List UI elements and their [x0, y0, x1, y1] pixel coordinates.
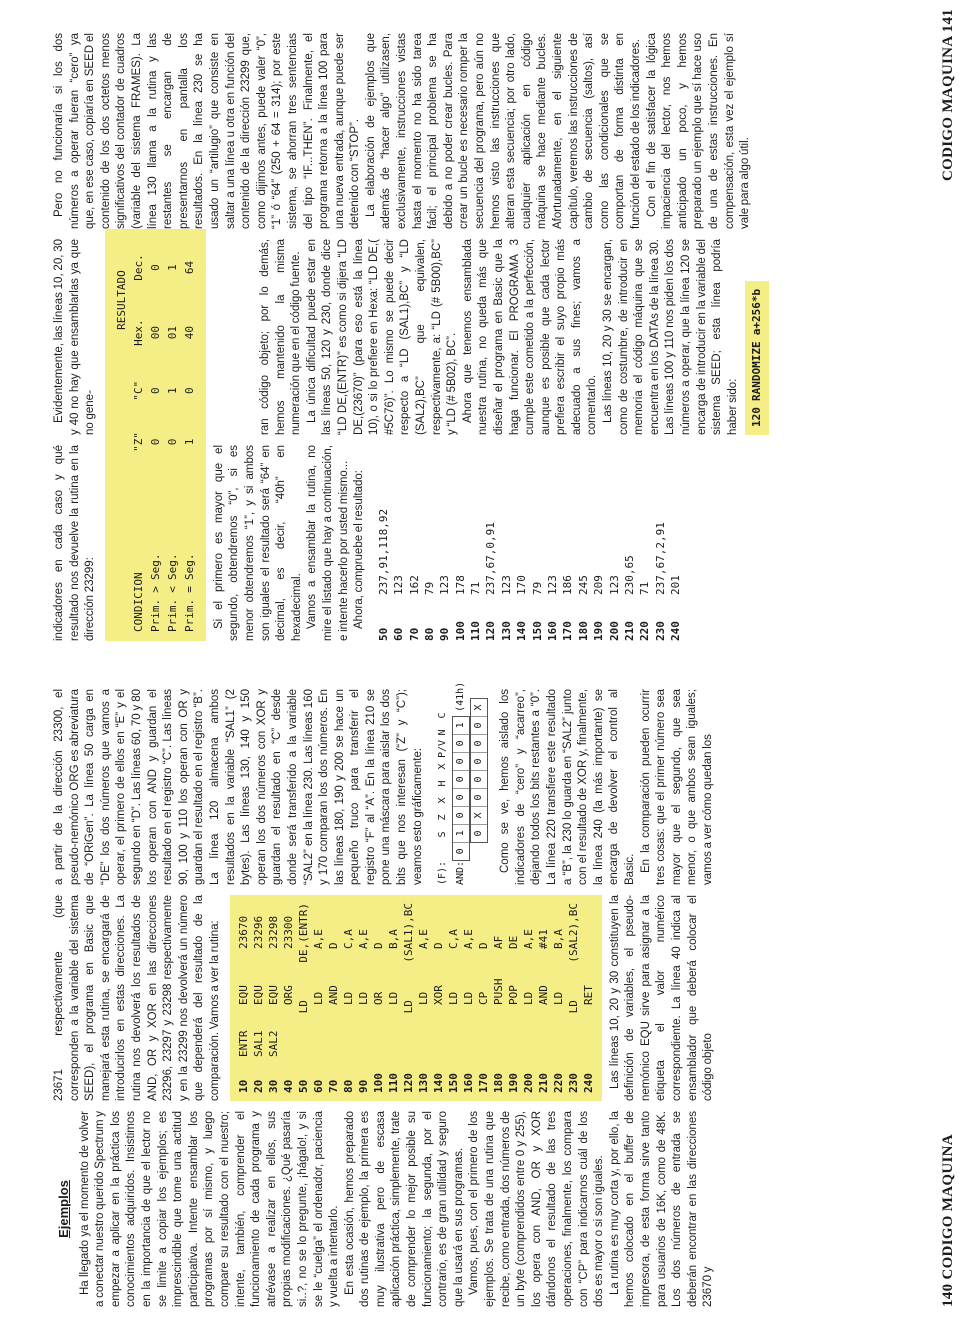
- listing-op: CP: [476, 991, 490, 1005]
- listing-arg: DE,(ENTR): [296, 903, 310, 963]
- bit-cell: 0: [453, 752, 469, 770]
- listing-line: [341, 903, 356, 1093]
- listing-line: [326, 903, 341, 1093]
- listing-n: 40: [281, 1079, 295, 1093]
- listing-lab: [506, 1005, 521, 1057]
- table-row: [147, 235, 164, 635]
- bit-cell: 0: [471, 770, 487, 788]
- line-number: 240: [669, 621, 683, 641]
- bit-cell: 0: [471, 716, 487, 734]
- listing-op: EQU: [251, 985, 265, 1005]
- data-line: [514, 445, 529, 641]
- table-row: [164, 235, 181, 635]
- listing-n: 90: [356, 1079, 370, 1093]
- flag-bits-diagram: [434, 681, 488, 885]
- listing-op: AND: [536, 985, 550, 1005]
- result-table: [113, 235, 198, 635]
- listing-lab: [536, 1005, 551, 1057]
- data-line: [453, 445, 468, 641]
- line-number: 190: [592, 621, 606, 641]
- listing-arg: 23298: [266, 915, 280, 949]
- paragraph: 23671 respectivamente (que corresponden a la variable del sistema SEED), el programa en Basic que manejará esta rutina, se encargará de introducirlos en estas direcciones. La rutina nos devolverá los resultados de AND, OR y XOR en las direcciones 23296, 23297 y 23298 respectivamente y en la 23299 nos devolverá un número que dependerá del resultado de la comparación. Vamos a ver la rutina:: [53, 895, 221, 1101]
- listing-arg: D: [371, 942, 385, 949]
- listing-line: [386, 903, 401, 1093]
- listing-op: LD: [341, 991, 355, 1005]
- listing-lab: [281, 1005, 296, 1057]
- byte-values: 162: [407, 575, 421, 595]
- listing-line: [461, 903, 476, 1093]
- table-cell: 64: [182, 260, 196, 275]
- line-number: 140: [515, 621, 529, 641]
- right-col-3: [52, 33, 754, 229]
- section-heading: Ejemplos: [56, 1180, 71, 1238]
- listing-arg: C,A: [446, 929, 460, 949]
- listing-lab: [551, 1005, 566, 1057]
- listing-n: 50: [296, 1079, 310, 1093]
- listing-lab: [581, 1005, 596, 1057]
- listing-lab: [431, 1005, 446, 1057]
- byte-values: 201: [669, 575, 683, 595]
- listing-op: LD: [446, 991, 460, 1005]
- left-page-footer: 140 CODIGO MAQUINA: [940, 1134, 956, 1307]
- table-header: "Z": [131, 432, 145, 452]
- data-line: [622, 445, 637, 641]
- byte-values: 237,67,0,91: [484, 522, 498, 595]
- line-number: 80: [422, 627, 436, 641]
- bit-cell: N: [437, 729, 449, 736]
- listing-line: [536, 903, 551, 1093]
- listing-op: LD: [401, 1000, 415, 1014]
- data-line: [668, 445, 683, 641]
- listing-op: OR: [371, 991, 385, 1005]
- listing-line: [371, 903, 386, 1093]
- right-col-2-top: [52, 239, 99, 435]
- bit-cell: 0: [471, 788, 487, 806]
- table-cell: Prim. < Seg.: [165, 553, 179, 632]
- listing-lab: [461, 1005, 476, 1057]
- basic-code-line: 120 RANDOMIZE a+256*b: [745, 281, 769, 435]
- listing-line: [521, 903, 536, 1093]
- paragraph: Las líneas 10, 20 y 30 se encargan, como de costumbre, de introducir en memoria el código máquina que se encuentra en los DATAs de la línea 30. Las líneas 100 y 110 nos piden los dos números a operar, que la línea 120 se encarga de introducir en la variable del sistema SEED; esta línea podría haber sido:: [602, 239, 739, 435]
- listing-n: 150: [446, 1073, 460, 1093]
- listing-n: 180: [491, 1073, 505, 1093]
- listing-line: [566, 903, 581, 1093]
- table-cell: 0: [148, 387, 162, 394]
- listing-op: LD: [461, 991, 475, 1005]
- listing-n: 30: [266, 1079, 280, 1093]
- result-bits-row: [470, 698, 488, 843]
- paragraph: Las líneas 10, 20 y 30 constituyen la definición de variables, el pseudo-nemónico EQU sirve para asignar a la etiqueta el valor numérico correspondiente. La línea 40 indica al ensamblador que deberá colocar el código objeto: [608, 895, 715, 1101]
- listing-line: [491, 903, 506, 1093]
- line-number: 70: [407, 627, 421, 641]
- listing-lab: [566, 1013, 581, 1060]
- paragraph: La rutina es muy corta y, por ello, la hemos colocado en el buffer de impresora, de esta forma sirve tanto para usuarios de 16K, como de 48K. Los dos números de entrada se deberán encontrar en las direcciones 23670 y: [608, 1111, 715, 1307]
- listing-line: [236, 903, 251, 1093]
- listing-line: [266, 903, 281, 1093]
- bit-cell: X: [471, 806, 487, 824]
- listing-op: AND: [326, 985, 340, 1005]
- table-header: CONDICION: [131, 572, 145, 632]
- listing-lab: [401, 1013, 416, 1060]
- data-line: [468, 445, 483, 641]
- listing-n: 110: [386, 1073, 400, 1093]
- line-number: 180: [576, 621, 590, 641]
- listing-arg: D: [431, 942, 445, 949]
- line-number: 110: [469, 621, 483, 641]
- listing-lab: [386, 1005, 401, 1057]
- byte-values: 71: [638, 581, 652, 595]
- listing-op: LD: [521, 991, 535, 1005]
- listing-line: [506, 903, 521, 1093]
- listing-n: 60: [311, 1079, 325, 1093]
- listing-line: [416, 903, 431, 1093]
- listing-line: [356, 903, 371, 1093]
- byte-values: 71: [469, 581, 483, 595]
- bit-cell: P/V: [437, 739, 449, 758]
- listing-lab: [296, 1013, 311, 1060]
- paragraph: Ahora que tenemos ensamblada nuestra rutina, no queda más que diseñar el programa en Basic que la haga funcionar. El PROGRAMA 3 cumple este cometido a la perfección, aunque es posible que cada lector prefiera escribir el suyo propio más adecuado a sus fines; vamos a comentarlo.: [461, 239, 599, 435]
- listing-arg: AF: [491, 935, 505, 949]
- listing-op: LD: [416, 991, 430, 1005]
- data-line: [653, 445, 668, 641]
- bit-cell: 0: [453, 734, 469, 752]
- listing-arg: 23300: [281, 915, 295, 949]
- table-row: [181, 235, 198, 635]
- listing-n: 80: [341, 1079, 355, 1093]
- bit-cell: 0: [471, 734, 487, 752]
- byte-values: 245: [576, 575, 590, 595]
- listing-lab: [371, 1005, 386, 1057]
- listing-line: [551, 903, 566, 1093]
- listing-op: LD: [386, 991, 400, 1005]
- listing-line: [251, 903, 266, 1093]
- bit-cell: 1: [455, 722, 467, 729]
- listing-op: LD: [296, 1000, 310, 1014]
- bit-cell: 1: [453, 824, 469, 842]
- table-cell: 1: [165, 264, 179, 271]
- result-group-header: RESULTADO: [114, 270, 128, 330]
- table-cell: 1: [165, 387, 179, 394]
- listing-line: [446, 903, 461, 1093]
- line-number: 170: [561, 621, 575, 641]
- listing-line: [311, 903, 326, 1093]
- byte-values: 123: [607, 575, 621, 595]
- listing-arg: D: [476, 942, 490, 949]
- data-line: [391, 445, 406, 641]
- table-cell: Prim. > Seg.: [148, 553, 162, 632]
- data-line: [483, 445, 498, 641]
- listing-line: [281, 903, 296, 1093]
- listing-lab: SAL2: [266, 1030, 280, 1057]
- listing-arg: (SAL2),BC: [566, 903, 580, 963]
- right-col-2: [258, 239, 775, 435]
- listing-op: LD: [311, 991, 325, 1005]
- listing-arg: A,E: [311, 929, 325, 949]
- bit-cell: Z: [437, 814, 449, 821]
- left-col-1: [52, 1111, 717, 1307]
- assembly-listing: [230, 895, 602, 1101]
- bit-cell: 0: [471, 752, 487, 770]
- left-col-3: [52, 681, 717, 885]
- line-number: 60: [392, 627, 406, 641]
- paragraph: Como se ve, hemos aislado los indicadores de “cero” y “acarreo”, dejando todos los bits restantes a “0”. La línea 220 transfiere este resultado a “B”, la 230 lo guarda en “SAL2” junto con el resultado de XOR y, finalmente, la línea 240 (la más importante) se encarga de devolver el control al Basic.: [499, 689, 636, 885]
- listing-lab: [521, 1005, 536, 1057]
- paragraph: Ha llegado ya el momento de volver a conectar nuestro querido Spectrum y empezar a aplicar en la práctica los conocimientos adquiridos. Insistimos en la importancia de que el lector no se limite a copiar los ejemplos; es imprescindible que tome una actitud participativa. Intente ensamblar los programas por sí mismo, y luego compare su resultado con el nuestro; intente, también, comprender el funcionamiento de cada programa y atrévase a realizar en ellos, sus propias modificaciones. ¿Qué pasaría si..?, no se lo pregunte, ¡hágalo!, y si se le “cuelga” el ordenador, paciencia y vuelta a intentarlo.: [78, 1111, 341, 1307]
- line-number: 120: [484, 621, 498, 641]
- byte-values: 123: [546, 575, 560, 595]
- data-line: [576, 445, 591, 641]
- result-table-box: [105, 229, 206, 641]
- data-line: [637, 445, 652, 641]
- listing-line: [581, 903, 596, 1093]
- bit-cell: C: [437, 712, 449, 719]
- listing-n: 230: [566, 1073, 580, 1093]
- paragraph: Vamos, pues, con el primero de los ejemplos. Se trata de una rutina que recibe, como entrada, dos números de un byte (comprendidos entre 0 y 255), los opera con AND, OR y XOR dándonos el resultado de las tres operaciones, finalmente, los compara con “CP” para indicarnos cuál de los dos es mayor o si son iguales.: [468, 1111, 606, 1307]
- listing-arg: 23296: [251, 915, 265, 949]
- data-line: [376, 445, 391, 641]
- listing-lab: [416, 1005, 431, 1057]
- listing-lab: [476, 1005, 491, 1057]
- bit-cell: 0: [453, 770, 469, 788]
- data-line: [607, 445, 622, 641]
- byte-values: 123: [438, 575, 452, 595]
- paragraph: Vamos a ensamblar la rutina, no mire el listado que hay a continuación, e intente hacerlo por usted mismo...: [306, 445, 350, 641]
- listing-n: 190: [506, 1073, 520, 1093]
- table-cell: 00: [148, 325, 162, 340]
- line-number: 230: [653, 621, 667, 641]
- bit-cell: 0: [453, 806, 469, 824]
- listing-op: PUSH: [491, 978, 505, 1005]
- table-cell: 40: [182, 325, 196, 340]
- table-header: "C": [131, 380, 145, 401]
- byte-values: 123: [499, 575, 513, 595]
- listing-n: 20: [251, 1079, 265, 1093]
- listing-lab: [311, 1005, 326, 1057]
- data-line: [422, 445, 437, 641]
- listing-arg: B,A: [386, 929, 400, 949]
- listing-arg: #41: [536, 929, 550, 949]
- bit-cell: X: [473, 704, 485, 711]
- listing-line: [296, 903, 311, 1093]
- listing-n: 140: [431, 1073, 445, 1093]
- listing-op: EQU: [266, 985, 280, 1005]
- byte-values: 79: [530, 581, 544, 595]
- bit-cell: X: [437, 763, 449, 770]
- byte-values: 178: [453, 575, 467, 595]
- listing-lab: [356, 1005, 371, 1057]
- flag-names-row: [435, 707, 451, 843]
- listing-lab: [491, 1005, 506, 1057]
- data-line: [437, 445, 452, 641]
- table-cell: Prim. = Seg.: [182, 553, 196, 632]
- listing-op: XOR: [431, 985, 445, 1005]
- listing-arg: B,A: [551, 929, 565, 949]
- bits-row-label: (F):: [437, 860, 449, 885]
- listing-arg: A,E: [356, 929, 370, 949]
- listing-arg: A,E: [416, 929, 430, 949]
- table-cell: 01: [165, 325, 179, 340]
- byte-values: 237,91,118,92: [376, 508, 390, 595]
- listing-line: [401, 903, 416, 1093]
- paragraph: Si el primero es mayor que el segundo, obtendremos “0”, si es menor obtendremos “1”, y si ambos son iguales el resultado será “64” en decimal, es decir, “40h” en hexadecimal.: [212, 445, 303, 641]
- data-line: [591, 445, 606, 641]
- listing-op: EQU: [236, 985, 250, 1005]
- listing-lab: [446, 1005, 461, 1057]
- left-col-2: [52, 895, 717, 1101]
- listing-line: [476, 903, 491, 1093]
- data-line: [545, 445, 560, 641]
- listing-op: RET: [581, 985, 595, 1005]
- paragraph: Ahora, compruebe el resultado:: [353, 470, 366, 629]
- line-number: 210: [622, 621, 636, 641]
- paragraph: indicadores en cada caso y qué resultado nos devuelve la rutina en la dirección 23299:: [53, 445, 97, 641]
- listing-arg: A,E: [521, 929, 535, 949]
- right-page-footer: CODIGO MAQUINA 141: [940, 8, 956, 181]
- data-line: [499, 445, 514, 641]
- line-number: 150: [530, 621, 544, 641]
- byte-values: 79: [422, 581, 436, 595]
- bits-row-label: AND:: [455, 860, 467, 885]
- byte-values: 230,65: [622, 555, 636, 595]
- table-header: Hex.: [131, 319, 145, 346]
- paragraph: Con el fin de satisfacer la lógica impaciencia del lector, nos hemos anticipado un poco, y hemos preparado un ejemplo que sí hace uso de una de estas instrucciones. En compensación, esta vez el ejemplo sí vale para algo útil.: [645, 33, 752, 229]
- line-number: 200: [607, 621, 621, 641]
- table-cell: 0: [148, 264, 162, 271]
- listing-n: 120: [401, 1073, 415, 1093]
- byte-values: 123: [392, 575, 406, 595]
- table-cell: 0: [148, 438, 162, 446]
- byte-values: 186: [561, 575, 575, 595]
- listing-n: 100: [371, 1073, 385, 1093]
- table-cell: 0: [182, 387, 196, 394]
- paragraph: a partir de la dirección 23300, el pseudo-nemónico ORG es abreviatura de “ORiGen”. La línea 50 carga en “DE” los dos números que vamos a operar, el primero de ellos en “E” y el segundo en “D”. Las líneas 60, 70 y 80 los operan con AND y guardan el resultado en el registro “C”. Las líneas 90, 100 y 110 los operan con OR y guardan el resultado en el registro “B”. La línea 120 almacena ambos resultados en la variable “SAL1” (2 bytes). Las líneas 130, 140 y 150 operan los dos números con XOR y guardan el resultado en “C” desde donde será transferido a la variable “SAL2” en la línea 230. Las líneas 160 y 170 comparan los dos números. En las líneas 180, 190 y 200 se hace un pequeño truco para transferir el registro “F” al “A”. En la línea 210 se pone una máscara para aislar los dos bits que nos interesan (“Z” y “C”); veamos esto gráficamente:: [53, 689, 424, 885]
- paragraph: Pero no funcionaría si los dos números a operar fueran “cero” ya que, en ese caso, copiaría en SEED el contenido de los dos octetos menos significativos del contador de cuadros (variable del sistema FRAMES). La línea 130 llama a la rutina y las restantes se encargan de presentarnos en pantalla los resultados. En la línea 230 se ha usado un “artilugio” que consiste en saltar a una línea u otra en función del contenido de la dirección 23299 que, como dijimos antes, puede valer “0”, “1” ó “64” (250 + 64 = 314); por este sistema, se ahorran tres sentencias del tipo “IF...THEN”. Finalmente, el programa retorna a la línea 100 para una nueva entrada, aunque puede ser detenido con “STOP”.: [53, 33, 362, 229]
- line-number: 50: [376, 627, 390, 641]
- data-line: [407, 445, 422, 641]
- bit-cell: S: [437, 831, 449, 838]
- listing-n: 220: [551, 1073, 565, 1093]
- bit-cell: H: [437, 780, 449, 787]
- listing-op: LD: [566, 1000, 580, 1014]
- listing-lab: [326, 1005, 341, 1057]
- table-header: Dec.: [131, 254, 145, 281]
- listing-n: 240: [581, 1073, 595, 1093]
- mask-bits-row: [452, 716, 470, 861]
- paragraph: La única dificultad puede estar en las líneas 50, 120 y 230, donde dice “LD DE,(ENTR)” es como si dijera “LD DE,(23670)” (para eso está la línea 10), o si lo prefiere en Hexa: “LD DE,( #5C76)”. Lo mismo se puede decir respecto a “LD (SAL1),BC” y “LD (SAL2),BC” que equivalen, respectivamente, a: “LD (# 5B00),BC” y “LD (# 5B02), BC”.: [305, 239, 459, 435]
- bit-cell: 0: [471, 824, 487, 842]
- listing-n: 10: [236, 1079, 250, 1093]
- paragraph: ran código objeto; por lo demás, hemos mantenido la misma numeración que en el código fuente.: [259, 239, 303, 435]
- byte-values: 170: [515, 575, 529, 595]
- listing-arg: C,A: [341, 929, 355, 949]
- data-line: [530, 445, 545, 641]
- listing-op: POP: [506, 985, 520, 1005]
- byte-values: 237,67,2,91: [653, 522, 667, 595]
- listing-lab: SAL1: [251, 1030, 265, 1057]
- data-line: [560, 445, 575, 641]
- paragraph: En esta ocasión, hemos preparado dos rutinas de ejemplo, la primera es muy ilustrativa pero de escasa aplicación práctica, simplemente, trate de comprender lo mejor posible su funcionamiento; la segunda, por el contrario, es de gran utilidad y seguro que la usará en sus programas.: [343, 1111, 465, 1307]
- listing-arg: D: [326, 942, 340, 949]
- listing-op: ORG: [281, 985, 295, 1005]
- listing-lab: ENTR: [236, 1030, 250, 1057]
- listing-n: 210: [536, 1073, 550, 1093]
- line-number: 90: [438, 627, 452, 641]
- mask-hex-label: (41h): [455, 681, 467, 712]
- bit-cell: X: [437, 797, 449, 804]
- line-number: 100: [453, 621, 467, 641]
- listing-op: LD: [551, 991, 565, 1005]
- listing-lab: [341, 1005, 356, 1057]
- table-cell: 1: [182, 438, 196, 446]
- bit-cell: 0: [453, 842, 469, 860]
- listing-arg: 23670: [236, 915, 250, 949]
- listing-n: 130: [416, 1073, 430, 1093]
- paragraph: Evidentemente, las líneas 10, 20, 30 y 40 no hay que ensamblarlas ya que no gene-: [53, 239, 97, 435]
- paragraph: En la comparación pueden ocurrir tres cosas: que el primer número sea mayor que el segundo, que sea menor, o que ambos sean iguales; vamos a ver cómo quedan los: [639, 689, 714, 885]
- listing-arg: (SAL1),BC: [401, 903, 415, 963]
- listing-n: 160: [461, 1073, 475, 1093]
- listing-arg: A,E: [461, 929, 475, 949]
- listing-n: 70: [326, 1079, 340, 1093]
- line-number: 130: [499, 621, 513, 641]
- paragraph: La elaboración de ejemplos que además de “hacer algo” utilizasen, exclusivamente, instrucciones vistas hasta el momento no ha sido tarea fácil; el principal problema se ha debido a no poder crear bucles. Para crear un bucle es necesario romper la secuencia del programa, pero aún no hemos visto las instrucciones que alteran esta secuencia; por otro lado, cualquier aplicación en código máquina se hace mediante bucles. Afortunadamente, en el siguiente capítulo, veremos las instrucciones de cambio de secuencia (saltos), así como las condicionales que se comportan de forma distinta en función del estado de los indicadores.: [364, 33, 642, 229]
- listing-line: [431, 903, 446, 1093]
- line-number: 220: [638, 621, 652, 641]
- table-cell: 0: [165, 438, 179, 446]
- listing-arg: DE: [506, 935, 520, 949]
- bit-cell: 0: [453, 788, 469, 806]
- byte-values: 209: [592, 575, 606, 595]
- listing-n: 170: [476, 1073, 490, 1093]
- listing-n: 200: [521, 1073, 535, 1093]
- line-number: 160: [546, 621, 560, 641]
- machine-code-listing: [376, 445, 684, 641]
- listing-op: LD: [356, 991, 370, 1005]
